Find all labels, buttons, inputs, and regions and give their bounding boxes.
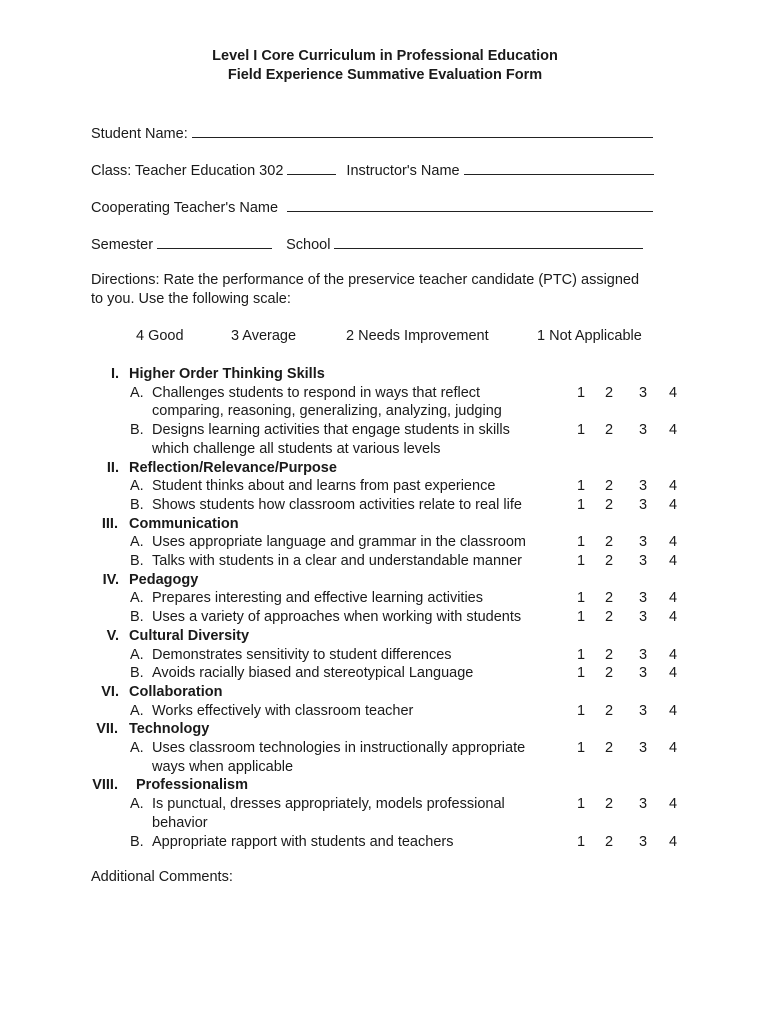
- rating-option-3[interactable]: 3: [638, 796, 648, 813]
- scale-good: 4 Good: [136, 328, 184, 344]
- rating-option-2[interactable]: 2: [604, 496, 614, 513]
- rating-option-2[interactable]: 2: [604, 665, 614, 682]
- criterion-letter: B.: [130, 609, 144, 626]
- rating-option-1[interactable]: 1: [576, 422, 586, 439]
- rating-option-3[interactable]: 3: [638, 665, 648, 682]
- directions-line-1: Directions: Rate the performance of the preservice teacher candidate (PTC) assigned: [91, 272, 640, 288]
- rating-option-3[interactable]: 3: [638, 740, 648, 756]
- criterion-text: Challenges students to respond in ways that reflect: [152, 384, 481, 401]
- criterion-text: Student thinks about and learns from past experience: [152, 478, 496, 495]
- rating-option-1[interactable]: 1: [576, 833, 586, 850]
- form-subtitle: Field Experience Summative Evaluation Form: [227, 67, 543, 83]
- criterion-letter: B.: [130, 833, 144, 850]
- rating-option-2[interactable]: 2: [604, 384, 614, 401]
- rating-option-3[interactable]: 3: [638, 833, 648, 850]
- semester-row: [91, 235, 643, 253]
- rating-option-1[interactable]: 1: [576, 534, 586, 551]
- rating-option-3[interactable]: 3: [638, 590, 648, 607]
- criterion-letter: A.: [130, 384, 144, 401]
- rating-option-1[interactable]: 1: [576, 553, 586, 569]
- rating-option-3[interactable]: 3: [638, 422, 648, 439]
- section-title: Cultural Diversity: [129, 627, 250, 644]
- scale-needs-improvement: 2 Needs Improvement: [346, 328, 489, 344]
- criterion-letter: B.: [130, 553, 144, 569]
- instructor-name-field[interactable]: [464, 161, 654, 175]
- section-title: Pedagogy: [129, 571, 199, 588]
- rating-option-1[interactable]: 1: [576, 590, 586, 607]
- rating-option-2[interactable]: 2: [604, 553, 614, 569]
- section-number: V.: [106, 627, 119, 644]
- rating-option-3[interactable]: 3: [638, 553, 648, 569]
- section-title: Professionalism: [136, 777, 249, 794]
- section-title: Higher Order Thinking Skills: [129, 366, 325, 382]
- criterion-text: Uses a variety of approaches when working with students: [152, 609, 522, 626]
- criterion-text: behavior: [152, 814, 208, 831]
- rating-option-3[interactable]: 3: [638, 534, 648, 551]
- scale-not-applicable: 1 Not Applicable: [537, 328, 642, 344]
- section-title: Collaboration: [129, 683, 223, 700]
- directions-line-2: to you. Use the following scale:: [91, 291, 291, 307]
- rating-option-4[interactable]: 4: [668, 646, 678, 663]
- rating-option-3[interactable]: 3: [638, 384, 648, 401]
- rating-option-3[interactable]: 3: [638, 702, 648, 719]
- criterion-text: Avoids racially biased and stereotypical Language: [152, 665, 474, 682]
- school-label: School: [286, 237, 331, 253]
- rating-option-1[interactable]: 1: [576, 478, 586, 495]
- criterion-letter: A.: [130, 534, 144, 551]
- criterion-letter: A.: [130, 478, 144, 495]
- rating-option-2[interactable]: 2: [604, 534, 614, 551]
- section-number: VI.: [101, 683, 119, 700]
- cooperating-teacher-label: Cooperating Teacher's Name: [91, 200, 279, 216]
- rating-option-4[interactable]: 4: [668, 796, 678, 813]
- criterion-letter: B.: [130, 422, 144, 439]
- criterion-text: ways when applicable: [152, 758, 294, 775]
- criterion-text: Talks with students in a clear and understandable manner: [152, 553, 522, 569]
- rating-option-4[interactable]: 4: [668, 702, 678, 719]
- class-label: Class: Teacher Education 302: [91, 163, 284, 179]
- rating-option-2[interactable]: 2: [604, 609, 614, 626]
- criterion-text: Appropriate rapport with students and teachers: [152, 833, 454, 850]
- rating-option-3[interactable]: 3: [638, 496, 648, 513]
- criterion-text: Uses appropriate language and grammar in the classroom: [152, 534, 526, 551]
- form-title: Level I Core Curriculum in Professional Education: [212, 48, 558, 64]
- rating-option-4[interactable]: 4: [668, 590, 678, 607]
- criterion-letter: A.: [130, 740, 144, 756]
- criterion-letter: A.: [130, 702, 144, 719]
- class-row: [91, 161, 654, 179]
- cooperating-teacher-field[interactable]: [287, 198, 653, 212]
- rating-option-1[interactable]: 1: [576, 702, 586, 719]
- criterion-text: Works effectively with classroom teacher: [152, 702, 414, 719]
- rating-option-4[interactable]: 4: [668, 553, 678, 569]
- rating-option-2[interactable]: 2: [604, 422, 614, 439]
- criterion-text: Is punctual, dresses appropriately, models professional: [152, 796, 505, 813]
- rating-option-3[interactable]: 3: [638, 478, 648, 495]
- rating-option-2[interactable]: 2: [604, 646, 614, 663]
- rating-option-1[interactable]: 1: [576, 646, 586, 663]
- section-title: Technology: [129, 721, 210, 738]
- criterion-letter: B.: [130, 665, 144, 682]
- class-field[interactable]: [287, 161, 336, 175]
- rating-option-2[interactable]: 2: [604, 740, 614, 756]
- section-number: III.: [101, 515, 118, 532]
- rating-option-1[interactable]: 1: [576, 609, 586, 626]
- rating-option-2[interactable]: 2: [604, 478, 614, 495]
- instructor-label: Instructor's Name: [346, 163, 460, 179]
- scale-average: 3 Average: [231, 328, 297, 344]
- section-title: Communication: [129, 515, 239, 532]
- semester-label: Semester: [91, 237, 154, 253]
- rating-option-1[interactable]: 1: [576, 796, 586, 813]
- student-name-field[interactable]: [192, 124, 653, 138]
- school-field[interactable]: [334, 235, 643, 249]
- rating-option-4[interactable]: 4: [668, 478, 678, 495]
- additional-comments-label: Additional Comments:: [91, 869, 233, 885]
- criterion-text: Designs learning activities that engage students in skills: [152, 422, 510, 439]
- criterion-text: Shows students how classroom activities relate to real life: [152, 496, 522, 513]
- criterion-letter: B.: [130, 496, 144, 513]
- rating-option-2[interactable]: 2: [604, 833, 614, 850]
- semester-field[interactable]: [157, 235, 272, 249]
- rating-option-4[interactable]: 4: [668, 534, 678, 551]
- rating-option-1[interactable]: 1: [576, 496, 586, 513]
- section-title: Reflection/Relevance/Purpose: [129, 459, 337, 476]
- section-number: I.: [110, 366, 119, 382]
- rating-option-1[interactable]: 1: [576, 384, 586, 401]
- student-name-label: Student Name:: [91, 126, 188, 142]
- section-number: VII.: [96, 721, 118, 738]
- rating-option-4[interactable]: 4: [668, 496, 678, 513]
- student-name-row: [91, 124, 653, 142]
- rating-option-3[interactable]: 3: [638, 609, 648, 626]
- criterion-letter: A.: [130, 646, 144, 663]
- criterion-letter: A.: [130, 796, 144, 813]
- rating-option-3[interactable]: 3: [638, 646, 648, 663]
- rating-option-2[interactable]: 2: [604, 702, 614, 719]
- criterion-text: Prepares interesting and effective learning activities: [152, 590, 484, 607]
- rating-option-4[interactable]: 4: [668, 740, 678, 756]
- criterion-letter: A.: [130, 590, 144, 607]
- section-number: VIII.: [92, 777, 118, 794]
- criterion-text: Uses classroom technologies in instructionally appropriate: [152, 740, 526, 756]
- rating-option-4[interactable]: 4: [668, 665, 678, 682]
- criterion-text: Demonstrates sensitivity to student differences: [152, 646, 452, 663]
- section-number: IV.: [102, 571, 119, 588]
- rating-option-4[interactable]: 4: [668, 833, 678, 850]
- rating-option-1[interactable]: 1: [576, 740, 586, 756]
- criterion-text: comparing, reasoning, generalizing, analyzing, judging: [152, 403, 502, 420]
- cooperating-teacher-row: [91, 198, 653, 216]
- rating-option-4[interactable]: 4: [668, 609, 678, 626]
- rating-option-2[interactable]: 2: [604, 796, 614, 813]
- criterion-text: which challenge all students at various levels: [152, 440, 441, 457]
- section-number: II.: [106, 459, 119, 476]
- rating-option-1[interactable]: 1: [576, 665, 586, 682]
- rating-option-4[interactable]: 4: [668, 422, 678, 439]
- rating-option-4[interactable]: 4: [668, 384, 678, 401]
- rating-option-2[interactable]: 2: [604, 590, 614, 607]
